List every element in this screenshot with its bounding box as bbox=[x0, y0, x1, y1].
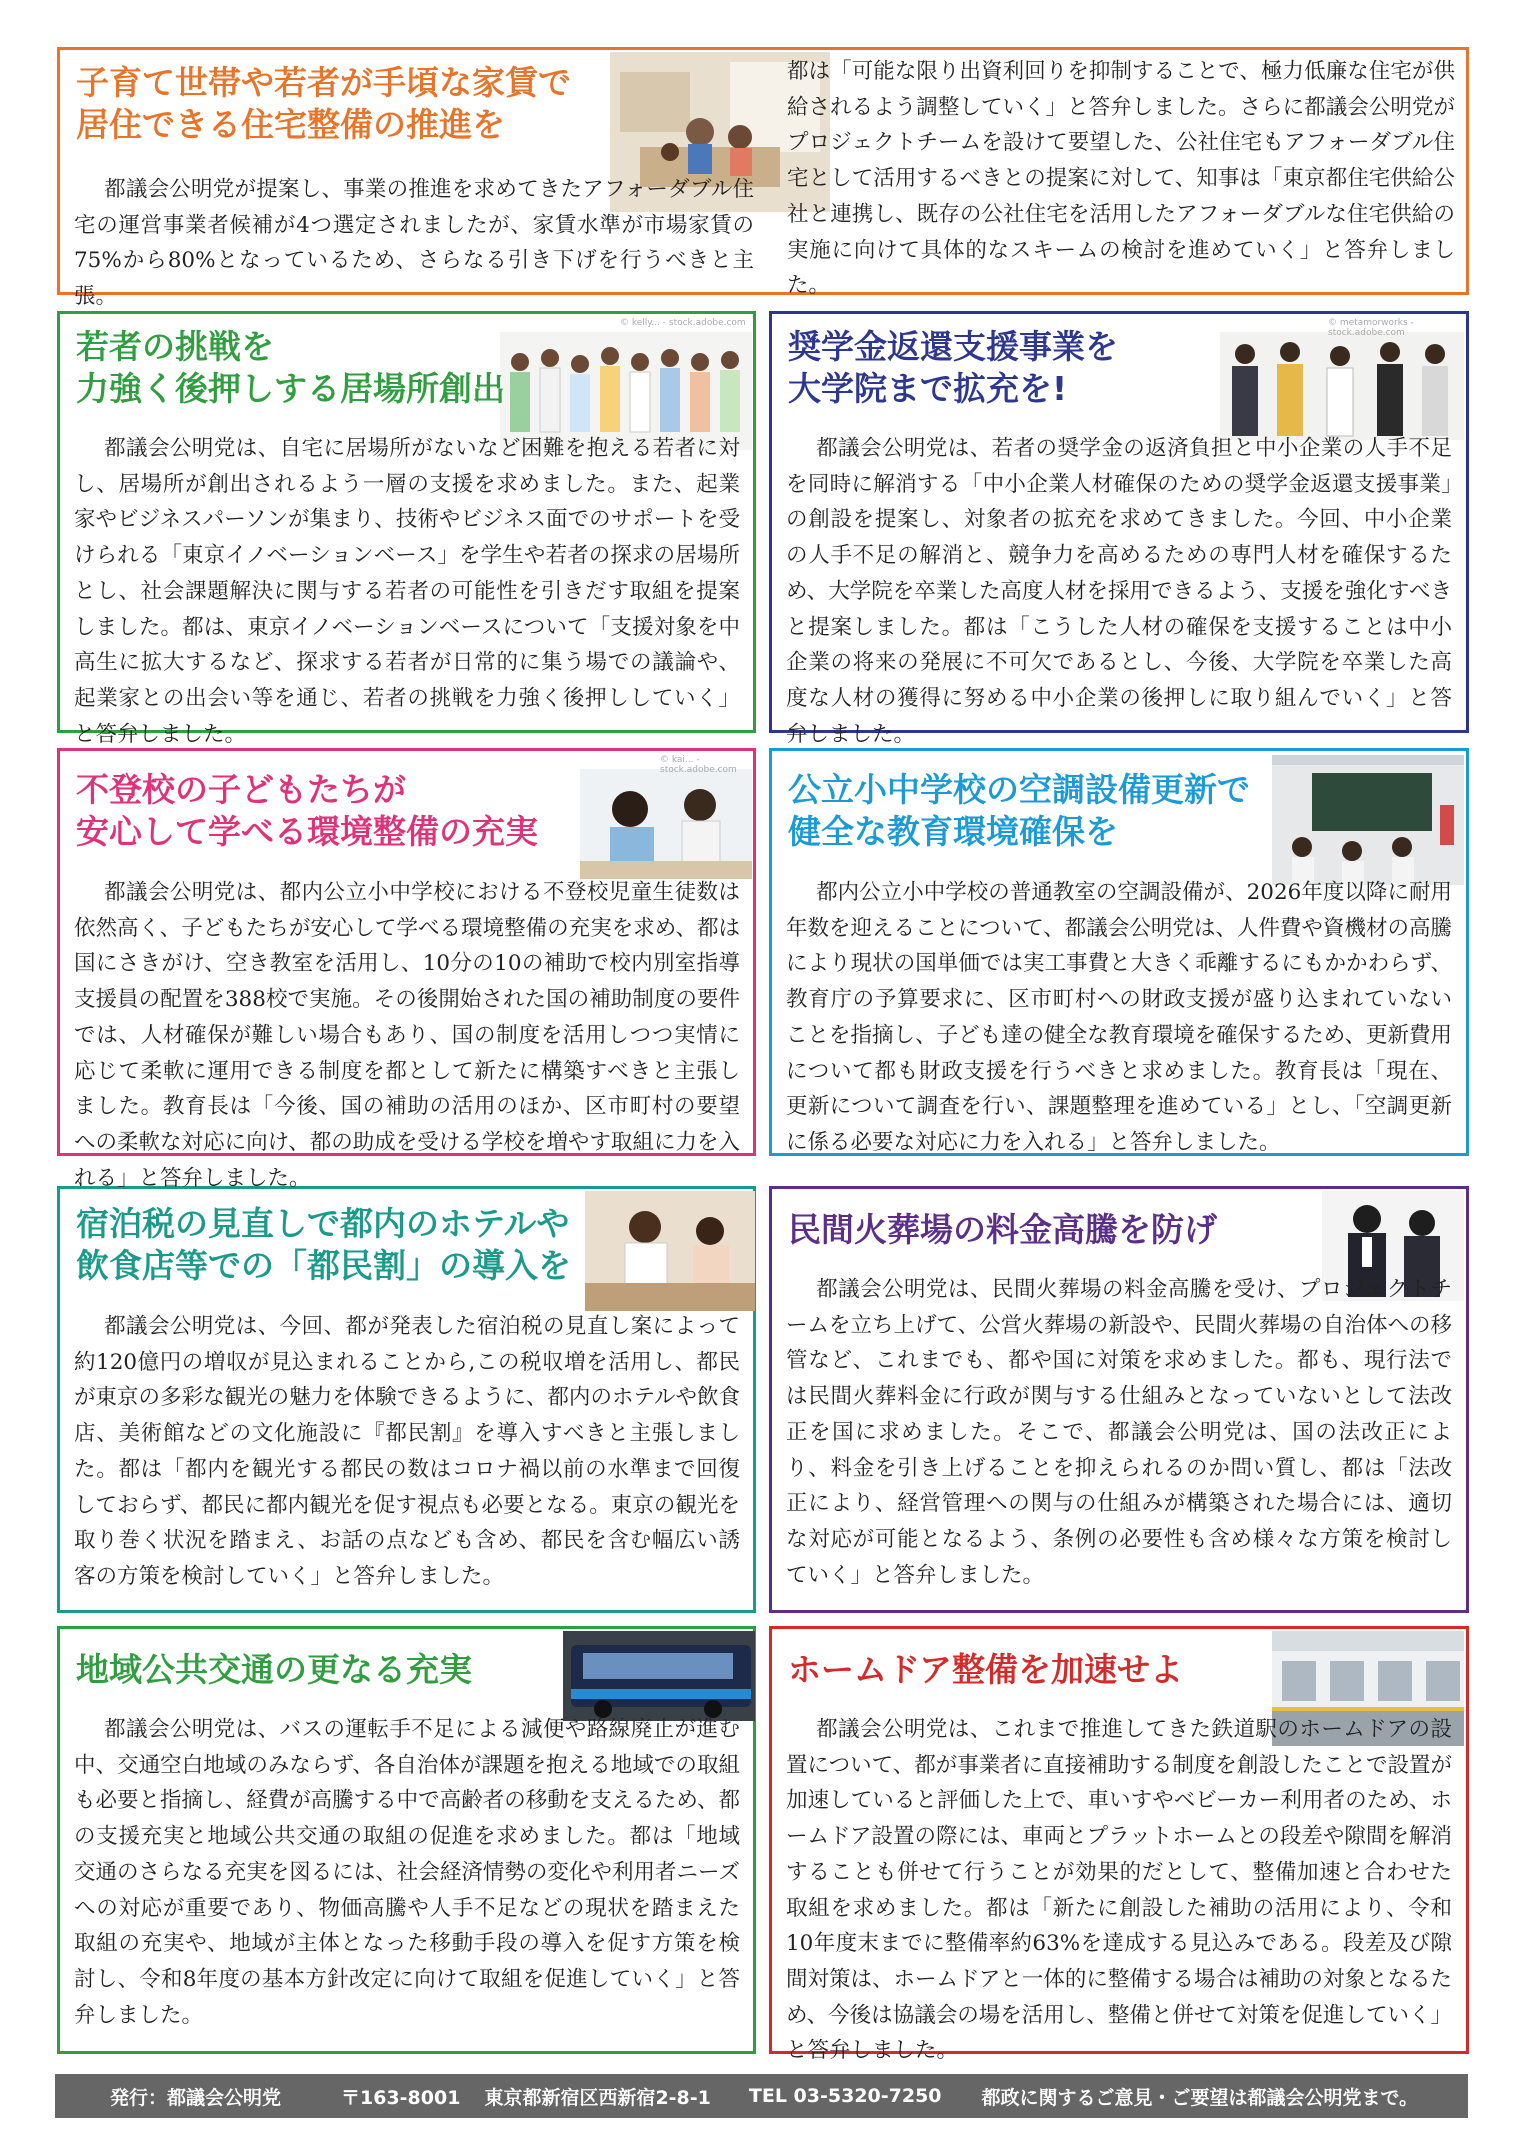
crematorium-article-box bbox=[769, 1186, 1469, 1613]
school-classroom-photo bbox=[1272, 755, 1464, 885]
title-line-1: 若者の挑戦を bbox=[76, 327, 274, 366]
article-body: 都議会公明党は、今回、都が発表した宿泊税の見直し案によって約120億円の増収が見込まれることから,この税収増を活用し、都民が東京の多彩な観光の魅力を体験できるように、都内のホテルや飲食店、美術館などの文化施設に『都民割』を導入すべきと主張しました。都は「都内を観光する都民の数はコロナ禍以前の水準まで回復しておらず、都民に都内観光を促す視点も必要となる。東京の観光を取り巻く状況を踏まえ、お話の点なども含め、都民を含む幅広い誘客の方策を検討していく」と答弁しました。 bbox=[74, 1314, 740, 1589]
scholarship-article-box bbox=[769, 311, 1469, 747]
title-line-2: 居住できる住宅整備の推進を bbox=[76, 105, 505, 145]
article-body: 都内公立小中学校の普通教室の空調設備が、2026年度以降に耐用年数を迎えることについて、都議会公明党は、人件費や資機材の高騰により現状の国単価では実工事費と大きく乖離するにもかかわらず、教育庁の予算要求に、区市町村への財政支援が盛り込まれていないことを指摘し、子ども達の健全な教育環境を確保するため、更新費用について都も財政支援を行うべきと求めました。教育長は「現在、更新について調査を行い、課題整理を進めている」とし、「空調更新に係る必要な対応に力を入れる」と答弁しました。 bbox=[786, 880, 1452, 1155]
article-title bbox=[76, 62, 571, 146]
photo-credit: © kelly... - stock.adobe.com bbox=[620, 318, 746, 328]
hotel-reception-photo bbox=[585, 1191, 755, 1311]
article-body: 都議会公明党は、これまで推進してきた鉄道駅のホームドアの設置について、都が事業者に直接補助する制度を創設したことで設置が加速していると評価した上で、車いすやベビーカー利用者のため、ホームドア設置の際には、車両とプラットホームとの段差や隙間を解消することも併せて行うことが効果的だとして、整備加速と合わせた取組を求めました。都は「新たに創設した補助の活用により、令和10年度末までに整備率約63%を達成する見込みである。段差及び隙間対策は、ホームドアと一体的に整備する場合は補助の対象となるため、今後は協議会の場を活用し、整備と併せて対策を促進していく」と答弁しました。 bbox=[786, 1717, 1452, 2064]
article-title bbox=[788, 1649, 1183, 1691]
article-body: 都議会公明党は、自宅に居場所がないなど困難を抱える若者に対し、居場所が創出されるよう一層の支援を求めました。また、起業家やビジネスパーソンが集まり、技術やビジネス面でのサポートを受けられる「東京イノベーションベース」を学生や若者の探求の居場所とし、社会課題解決に関与する若者の可能性を引きだす取組を提案しました。都は、東京イノベーションベースについて「支援対象を中高生に拡大するなど、探求する若者が日常的に集う場での議論や、起業家との出会い等を通じ、若者の挑戦を力強く後押ししていく」と答弁しました。 bbox=[74, 436, 740, 747]
housing-article-box bbox=[57, 47, 1469, 310]
title-line-1: 奨学金返還支援事業を bbox=[788, 327, 1118, 366]
air-conditioning-article-box bbox=[769, 748, 1469, 1156]
students-classroom-photo bbox=[580, 769, 752, 879]
article-title bbox=[76, 769, 538, 853]
footer-postal-code: 〒163-8001 bbox=[341, 2086, 461, 2109]
footer-message: 都政に関するご意見・ご要望は都議会公明党まで。 bbox=[981, 2086, 1419, 2109]
title-line-1: 民間火葬場の料金高騰を防げ bbox=[788, 1210, 1217, 1249]
photo-credit: © metamorworks - stock.adobe.com bbox=[1328, 318, 1414, 338]
article-title bbox=[788, 1209, 1217, 1251]
title-line-2: 飲食店等での「都民割」の導入を bbox=[76, 1246, 571, 1286]
tomin-discount-article-box bbox=[57, 1186, 756, 1613]
article-body: 都議会公明党は、バスの運転手不足による減便や路線廃止が進む中、交通空白地域のみならず、各自治体が課題を抱える地域での取組も必要と指摘し、経費が高騰する中で高齢者の移動を支えるため、都の支援充実と地域公共交通の取組の促進を求めました。都は「地域交通のさらなる充実を図るには、社会経済情勢の変化や利用者ニーズへの対応が重要であり、物価高騰や人手不足などの現状を踏まえた取組の充実や、地域が主体となった移動手段の導入を促す方策を検討し、令和8年度の基本方針改定に向けて取組を促進していく」と答弁しました。 bbox=[74, 1717, 740, 2028]
title-line-1: 宿泊税の見直しで都内のホテルや bbox=[76, 1204, 570, 1243]
young-professionals-photo bbox=[1220, 332, 1464, 440]
article-body-continued: 都は「可能な限り出資利回りを抑制することで、極力低廉な住宅が供給されるよう調整していく」と答弁しました。さらに都議会公明党がプロジェクトチームを設けて要望した、公社住宅もアフォーダブル住宅として活用するべきとの提案に対して、知事は「東京都住宅供給公社と連携し、既存の公社住宅を活用したアフォーダブルな住宅供給の実施に向けて具体的なスキームの検討を進めていく」と答弁しました。 bbox=[787, 59, 1455, 299]
title-line-1: ホームドア整備を加速せよ bbox=[788, 1650, 1184, 1689]
title-line-2: 安心して学べる環境整備の充実 bbox=[76, 812, 538, 852]
title-line-1: 子育て世帯や若者が手頃な家賃で bbox=[76, 63, 571, 102]
public-transport-article-box bbox=[57, 1626, 756, 2054]
article-body: 都議会公明党は、民間火葬場の料金高騰を受け、プロジェクトチームを立ち上げて、公営火葬場の新設や、民間火葬場の自治体への移管など、これまでも、都や国に対策を求めました。都も、現行法では民間火葬料金に行政が関与する仕組みとなっていないとして法改正を国に求めました。そこで、都議会公明党は、国の法改正により、料金を引き上げることを抑えられるのか問い質し、都は「法改正により、経営管理への関与の仕組みが構築された場合には、適切な対応が可能となるよう、条例の必要性も含め様々な方策を検討していく」と答弁しました。 bbox=[786, 1277, 1452, 1588]
article-title bbox=[788, 326, 1118, 410]
title-line-2: 大学院まで拡充を! bbox=[788, 369, 1068, 409]
footer-address: 東京都新宿区西新宿2-8-1 bbox=[484, 2086, 711, 2109]
truancy-article-box bbox=[57, 748, 756, 1191]
footer-bar bbox=[55, 2074, 1468, 2118]
title-line-1: 公立小中学校の空調設備更新で bbox=[788, 770, 1250, 809]
photo-credit: © kai... - stock.adobe.com bbox=[660, 755, 737, 775]
youth-place-article-box bbox=[57, 311, 756, 747]
article-body: 都議会公明党は、都内公立小中学校における不登校児童生徒数は依然高く、子どもたちが安心して学べる環境整備の充実を求め、都は国にさきがけ、空き教室を活用し、10分の10の補助で校内別室指導支援員の配置を388校で実施。その後開始された国の補助制度の要件では、人材確保が難しい場合もあり、国の制度を活用しつつ実情に応じて柔軟に運用できる制度を都として新たに構築すべきと主張しました。教育長は「今後、国の補助の活用のほか、区市町村の要望への柔軟な対応に向け、都の助成を受ける学校を増やす取組に力を入れる」と答弁しました。 bbox=[74, 880, 740, 1191]
article-title bbox=[76, 1649, 472, 1691]
platform-door-article-box bbox=[769, 1626, 1469, 2064]
article-title bbox=[788, 769, 1250, 853]
article-title bbox=[76, 1203, 571, 1287]
footer-tel: TEL 03-5320-7250 bbox=[748, 2085, 942, 2107]
title-line-2: 健全な教育環境確保を bbox=[788, 812, 1118, 852]
footer-publisher: 発行：都議会公明党 bbox=[110, 2086, 282, 2109]
title-line-1: 地域公共交通の更なる充実 bbox=[76, 1650, 472, 1689]
fuel-cell-bus-photo bbox=[563, 1631, 755, 1721]
article-body: 都議会公明党が提案し、事業の推進を求めてきたアフォーダブル住宅の運営事業者候補が4つ選定されましたが、家賃水準が市場家賃の75%から80%となっているため、さらなる引き下げを行うべきと主張。 bbox=[74, 177, 754, 310]
article-title bbox=[76, 326, 505, 410]
title-line-1: 不登校の子どもたちが bbox=[76, 770, 406, 809]
title-line-2: 力強く後押しする居場所創出 bbox=[76, 369, 505, 409]
article-body: 都議会公明党は、若者の奨学金の返済負担と中小企業の人手不足を同時に解消する「中小企業人材確保のための奨学金返還支援事業」の創設を提案し、対象者の拡充を求めてきました。今回、中小企業の人手不足の解消と、競争力を高めるための専門人材を確保するため、大学院を卒業した高度人材を採用できるよう、支援を強化すべきと提案しました。都は「こうした人材の確保を支援することは中小企業の将来の発展に不可欠であるとし、今後、大学院を卒業した高度な人材の獲得に努める中小企業の後押しに取り組んでいく」と答弁しました。 bbox=[786, 436, 1452, 747]
